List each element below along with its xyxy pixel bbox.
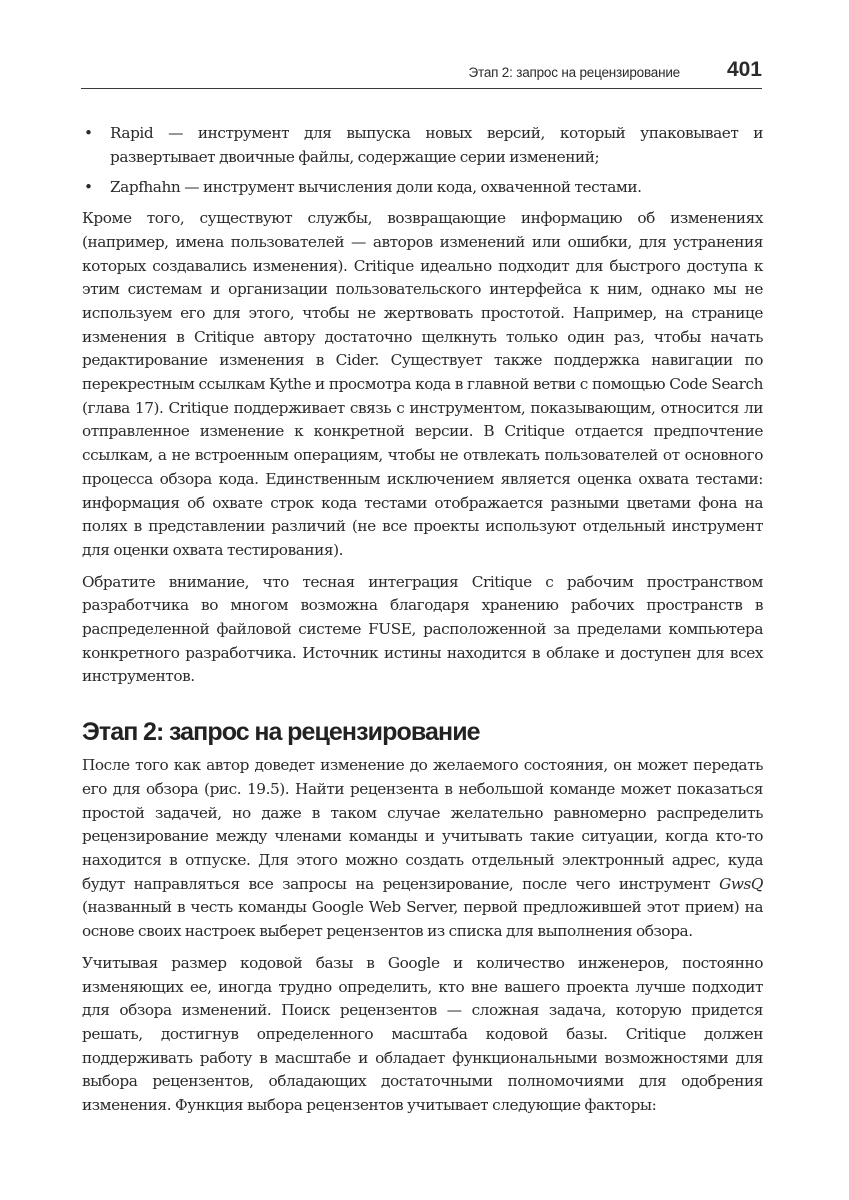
bullet-text: Rapid — инструмент для выпуска новых версий, который упаковывает и развертывает двоичные файлы, содержащие серии изменений;	[110, 124, 763, 166]
bullet-text: Zapfhahn — инструмент вычисления доли кода, охваченной тестами.	[110, 178, 642, 197]
bullet-icon: •	[84, 124, 93, 142]
running-header	[81, 58, 762, 89]
paragraph: Учитывая размер кодовой базы в Google и количество инженеров, постоянно изменяющих ее, иногда трудно определить, кто вне вашего проекта лучше подходит для обзора изменений. Поиск рецензентов — сложная задача, которую придется решать, достигнув определенного масштаба кодовой базы. Critique должен поддерживать работу в масштабе и обладает функциональными возможностями для выбора рецензентов, обладающих достаточными полномочиями для одобрения изменения. Функция выбора рецензентов учитывает следующие факторы:	[82, 953, 763, 1115]
bullet-icon: •	[84, 178, 93, 197]
section-heading: Этап 2: запрос на рецензирование	[82, 718, 480, 747]
list-item	[82, 176, 763, 200]
page-number: 401	[726, 58, 762, 81]
tool-name: GwsQ	[719, 874, 763, 893]
paragraph: Обратите внимание, что тесная интеграция Critique с рабочим пространством разработчика во многом возможна благодаря хранению рабочих пространств в распределенной файловой системе FUSE, расположенной за пределами компьютера конкретного разработчика. Источник истины находится в облаке и доступен для всех инструментов.	[82, 572, 763, 686]
paragraph	[82, 754, 763, 944]
paragraph: Кроме того, существуют службы, возвращающие информацию об изменениях (например, имена пользователей — авторов изменений или ошибки, для устранения которых создавались изменения). Critique идеально подходит для быстрого доступа к этим системам и организации пользовательского интерфейса к ним, однако мы не используем его для этого, чтобы не жертвовать простотой. Например, на странице изменения в Critique автору достаточно щелкнуть только один раз, чтобы начать редактирование изменения в Cider. Существует также поддержка навигации по перекрестным ссылкам Kythe и просмотра кода в главной ветви с помощью Code Search (глава 17). Critique поддерживает связь с инструментом, показывающим, относится ли отправленное изменение к конкретной версии. В Critique отдается предпочтение ссылкам, а не встроенным операциям, чтобы не отвлекать пользователей от основного процесса обзора кода. Единственным исключением является оценка охвата тестами: информация об охвате строк кода тестами отображается разными цветами фона на полях в представлении различий (не все проекты используют отдельный инструмент для оценки охвата тестирования).	[82, 209, 763, 559]
list-item	[82, 122, 763, 169]
body-text	[82, 122, 763, 1126]
bullet-list	[82, 122, 763, 200]
text-span: (названный в честь команды Google Web Server, первой предложившей этот прием) на основе своих настроек выберет рецензентов из списка для выполнения обзора.	[82, 898, 763, 941]
text-span: После того как автор доведет изменение до желаемого состояния, он может передать его для обзора (рис. 19.5). Найти рецензента в небольшой команде может показаться простой задачей, но даже в таком случае желательно равномерно распределить рецензирование между членами команды и учитывать такие ситуации, когда кто-то находится в отпуске. Для этого можно создать отдельный электронный адрес, куда будут направляться все запросы на рецензирование, после чего инструмент	[82, 756, 763, 893]
running-title: Этап 2: запрос на рецензирование	[468, 65, 680, 80]
